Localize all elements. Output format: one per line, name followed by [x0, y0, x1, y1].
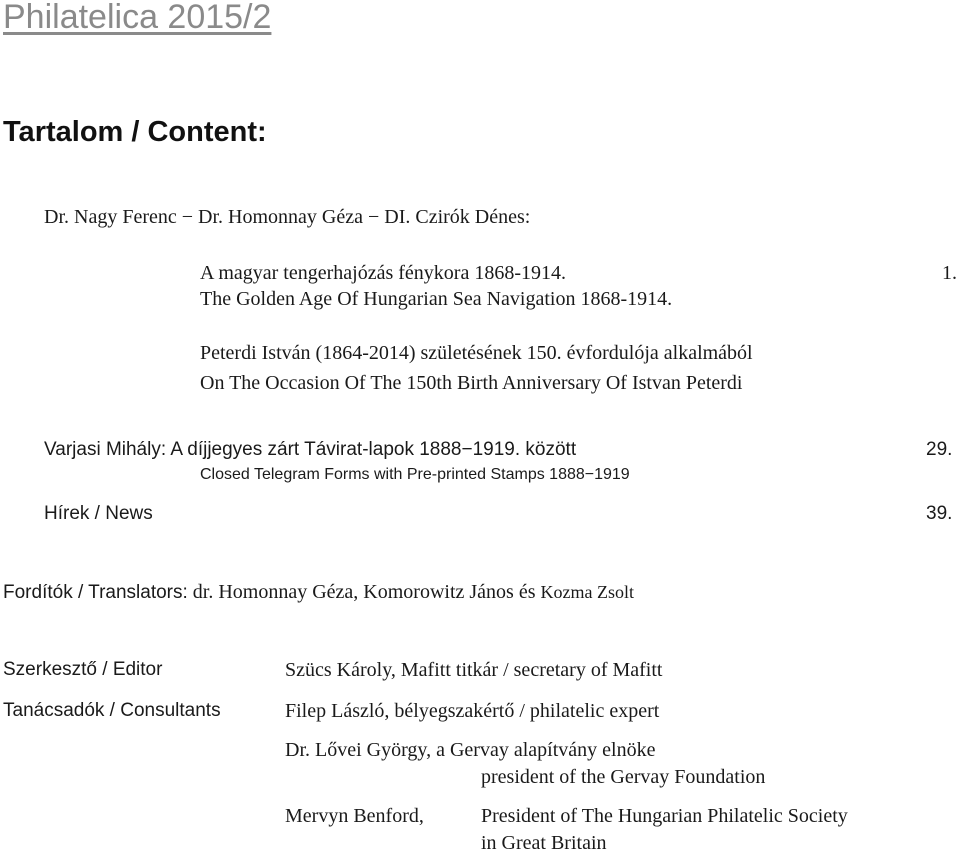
contents-heading: Tartalom / Content:: [3, 116, 267, 148]
article1-page: 1.: [942, 262, 957, 284]
article3-line: Varjasi Mihály: A díjjegyes zárt Távirat-lapok 1888−1919. között: [44, 439, 577, 460]
editor-label: Szerkesztő / Editor: [3, 659, 163, 680]
article3-page: 29.: [926, 439, 953, 460]
consultant-1: Filep László, bélyegszakértő / philatelic expert: [285, 700, 660, 722]
article1-title-en: The Golden Age Of Hungarian Sea Navigation 1868-1914.: [200, 288, 673, 310]
news-page: 39.: [926, 503, 953, 524]
editor-value: Szücs Károly, Mafitt titkár / secretary of Mafitt: [285, 659, 663, 681]
consultant-2-line2: president of the Gervay Foundation: [481, 766, 766, 788]
article1-title-hu: A magyar tengerhajózás fénykora 1868-1914.: [200, 262, 566, 284]
authors-line: Dr. Nagy Ferenc − Dr. Homonnay Géza − DI. Czirók Dénes:: [44, 206, 531, 228]
page-title: Philatelica 2015/2: [3, 0, 272, 36]
consultants-label: Tanácsadók / Consultants: [3, 700, 221, 721]
consultant-3-line2: in Great Britain: [481, 832, 607, 854]
article2-title-hu: Peterdi István (1864-2014) születésének 150. évfordulója alkalmából: [200, 342, 753, 364]
consultant-3-line1: President of The Hungarian Philatelic Society: [481, 805, 848, 827]
translators-label: Fordítók / Translators:: [3, 582, 188, 603]
news-label: Hírek / News: [44, 503, 153, 524]
translators-line: [3, 582, 634, 602]
consultant-2-line1: Dr. Lővei György, a Gervay alapítvány elnöke: [285, 739, 656, 761]
consultant-3-name: Mervyn Benford,: [285, 805, 424, 827]
translators-names-small: Kozma Zsolt: [540, 582, 634, 602]
article3-title-en: Closed Telegram Forms with Pre-printed Stamps 1888−1919: [200, 466, 630, 483]
translators-names: dr. Homonnay Géza, Komorowitz János és: [192, 581, 536, 603]
article2-title-en: On The Occasion Of The 150th Birth Anniversary Of Istvan Peterdi: [200, 372, 743, 394]
